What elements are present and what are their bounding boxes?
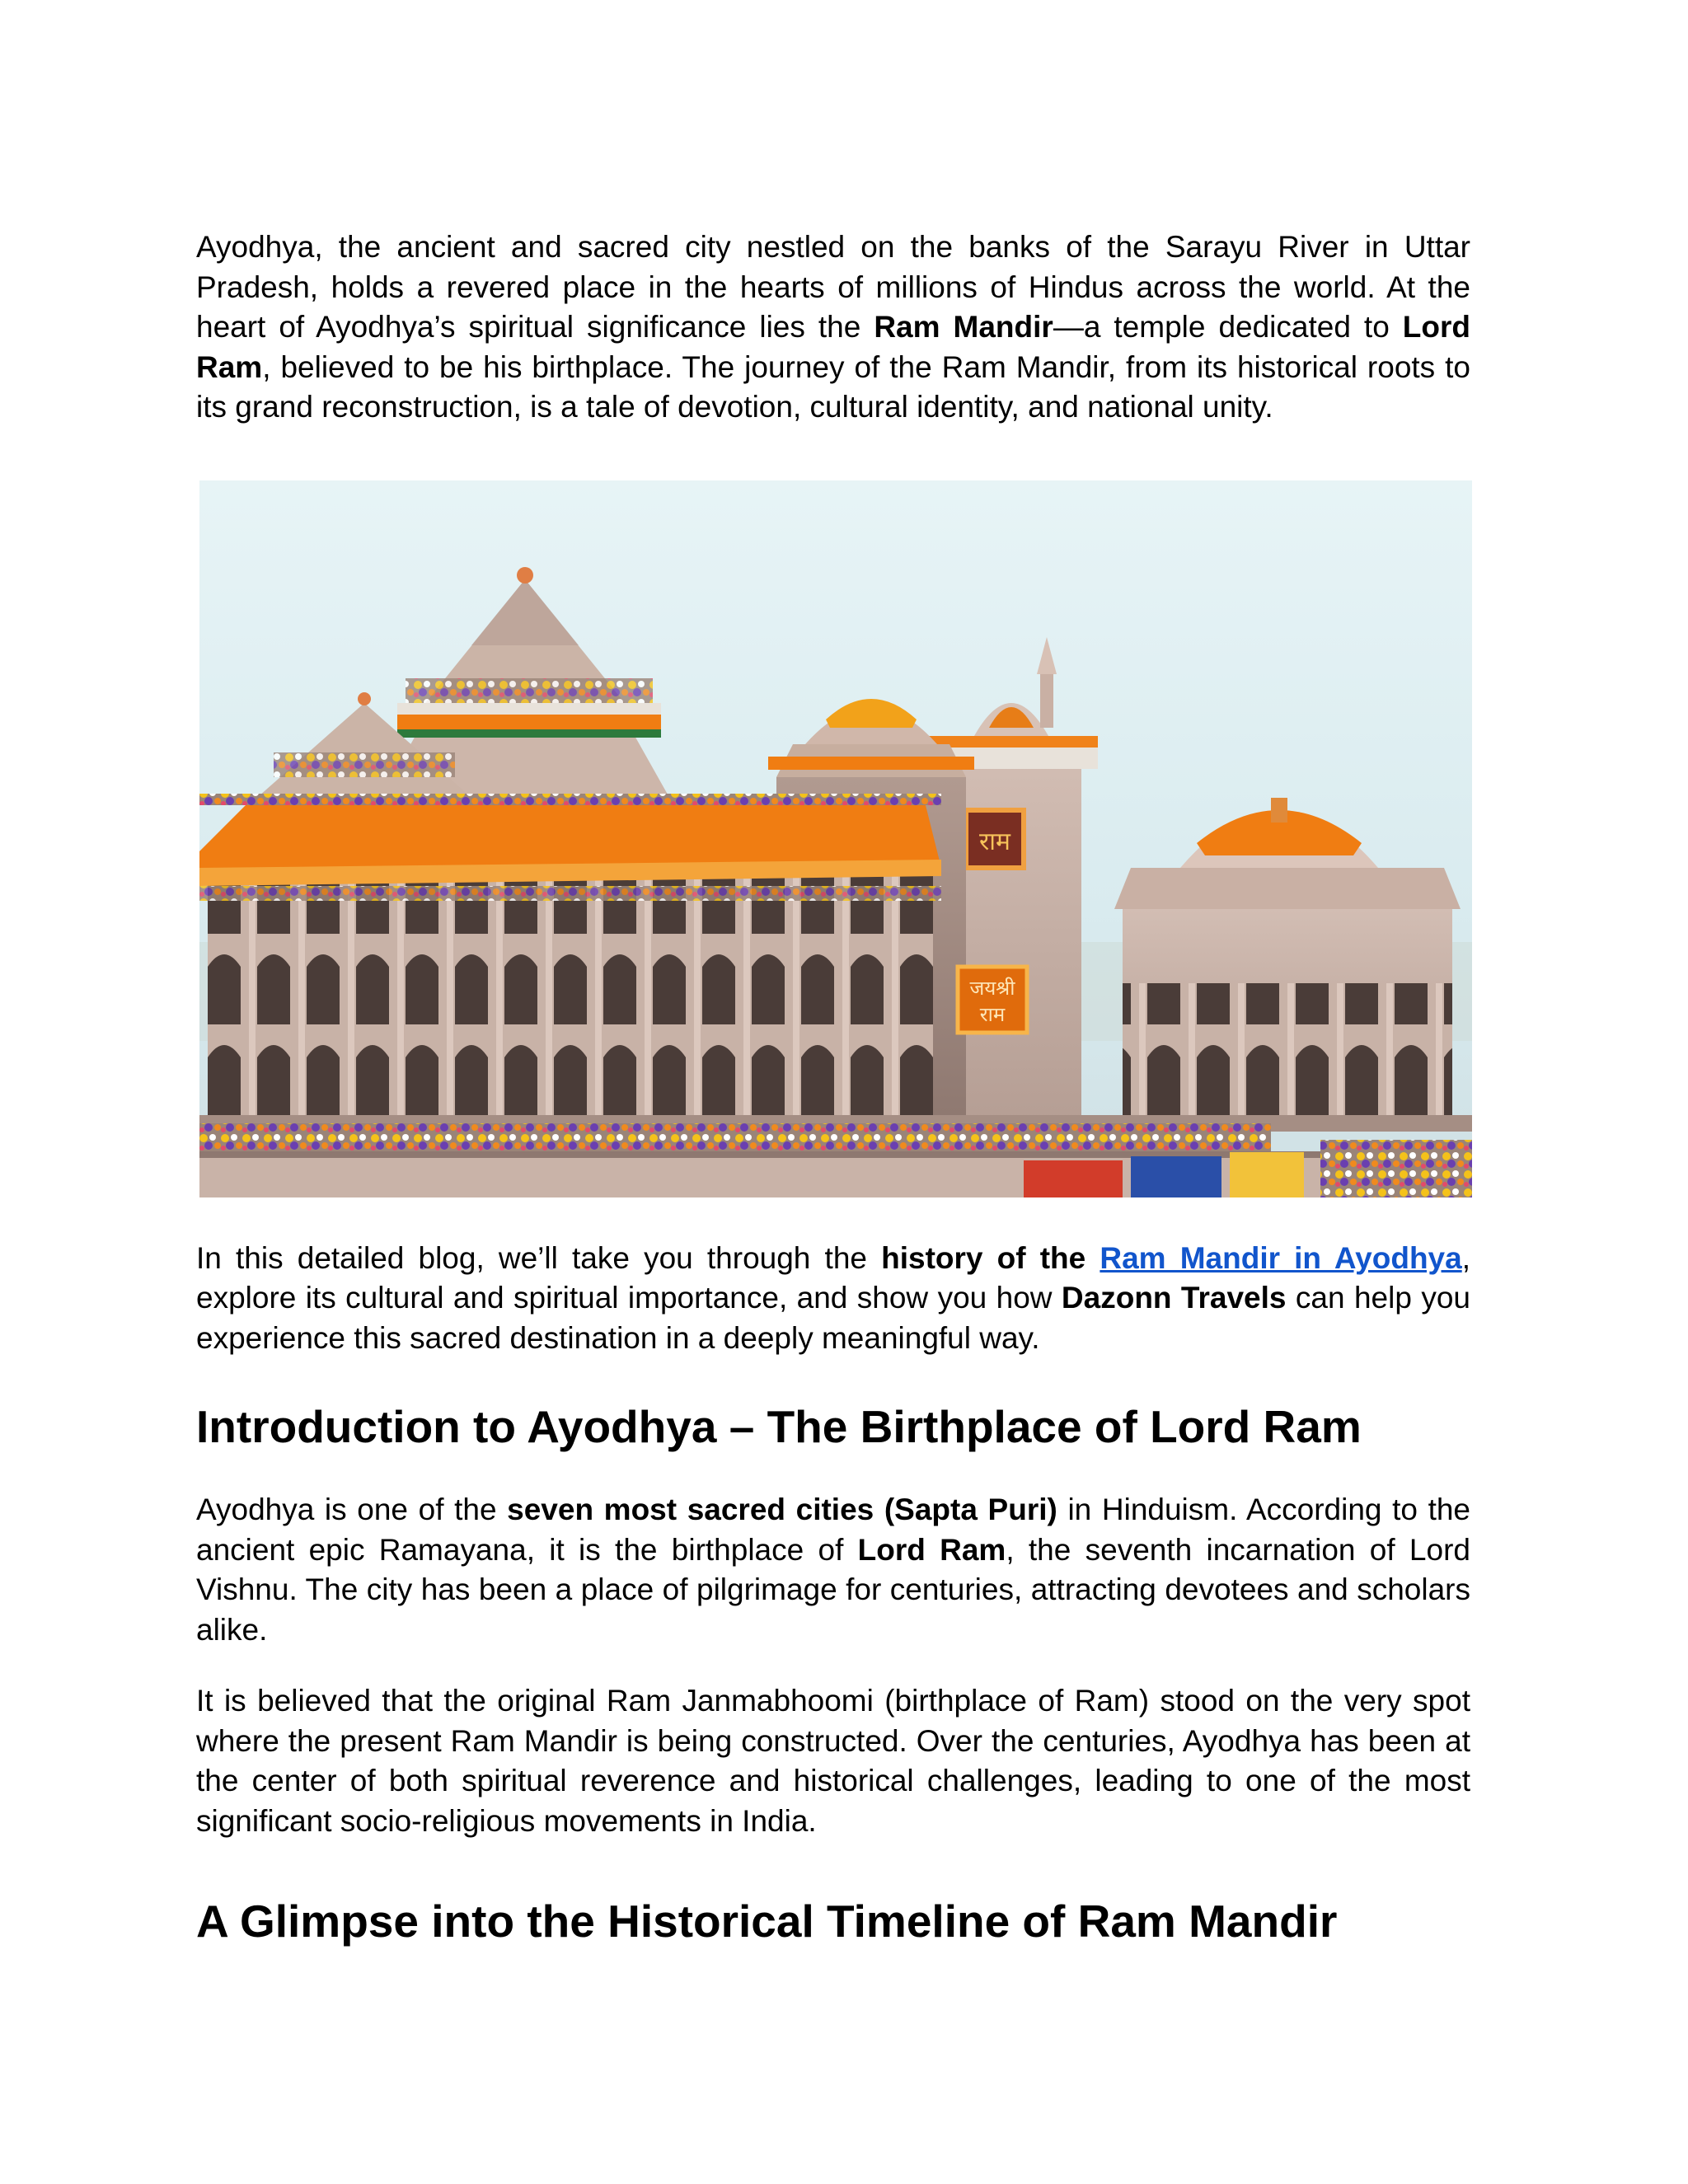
blog-intro-text-3: can help you experience this sacred destination in a deeply meaningful way. [196,1281,1470,1355]
janmabhoomi-paragraph: It is believed that the original Ram Janmabhoomi (birthplace of Ram) stood on the very spot where the present Ram Mandir is being constructed. Over the centuries, Ayodhya has been at the center of both spiritual reverence and historical challenges, leading to one of the most significant socio-religious movements in India. [196,1684,1470,1838]
sign-ram: राम [979,827,1010,856]
intro-text-1: Ayodhya, the ancient and sacred city nestled on the banks of the Sarayu River in Uttar Pradesh, holds a revered place in the hearts of millions of Hindus across the world. At the heart of Ayodhya’s spiritual significance lies the [196,230,1470,344]
sapta-text-1: Ayodhya is one of the [196,1493,508,1526]
intro-bold-ram-mandir: Ram Mandir [874,310,1053,344]
intro-paragraph [196,227,1470,428]
sign-jai-shri: जयश्री [969,976,1015,1000]
sapta-text-3: , the seventh incarnation of Lord Vishnu. The city has been a place of pilgrimage for centuries, attracting devotees and scholars alike. [196,1532,1470,1647]
blog-intro-paragraph [196,1239,1470,1359]
blog-intro-text-2: , explore its cultural and spiritual importance, and show you how [196,1240,1470,1315]
sign-ram-2: राम [979,1002,1006,1026]
sapta-bold-cities: seven most sacred cities (Sapta Puri) [507,1493,1057,1526]
section-heading-timeline: A Glimpse into the Historical Timeline of Ram Mandir [196,1896,1338,1947]
blog-intro-bold-history: history of the [881,1240,1100,1275]
intro-text-2: —a temple dedicated to [1053,310,1403,344]
sapta-puri-paragraph [196,1490,1470,1650]
entrance-sign [958,967,1027,1033]
ram-mandir-photo [199,480,1472,1197]
sapta-bold-lord-ram: Lord Ram [857,1532,1006,1567]
sapta-text-2: in Hinduism. According to the ancient epic Ramayana, it is the birthplace of [196,1493,1470,1567]
document-page [196,227,1470,1948]
section-heading-introduction: Introduction to Ayodhya – The Birthplace of Lord Ram [196,1401,1362,1452]
intro-text-3: , believed to be his birthplace. The journey of the Ram Mandir, from its historical roots to its grand reconstruction, is a tale of devotion, cultural identity, and national unity. [196,349,1470,424]
blog-intro-text-1: In this detailed blog, we’ll take you through the [196,1240,882,1275]
colonnade [199,794,941,1123]
blog-intro-bold-dazonn: Dazonn Travels [1061,1281,1287,1315]
intro-bold-lord-ram: Lord Ram [196,310,1470,384]
flower-railing [199,1115,1472,1197]
ram-mandir-ayodhya-link[interactable]: Ram Mandir in Ayodhya [1100,1240,1462,1275]
